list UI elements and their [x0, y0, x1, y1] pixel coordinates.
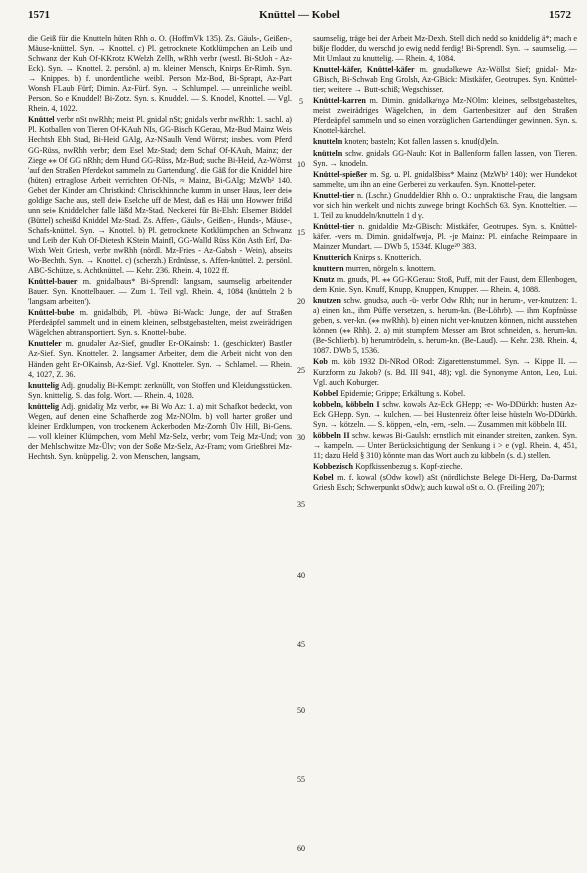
entry-headword: knüttelig — [28, 401, 60, 411]
entry-headword: knutteln — [313, 137, 343, 147]
entry-text: n. gnidəldiɐ Mz-GBisch: Mistkäfer, Geotrupes. Syn. s. Knüttel-käfer. -vers m. Dimin. gnidəlfwɐjə, Pl. -jɐ Mainz: Pl. einfache Reimpaare in Mainzer Mundart. — DWb 5, 1534f. Kluge²⁰ 383. — [313, 221, 577, 251]
dictionary-entry — [28, 34, 292, 114]
line-number: 25 — [297, 366, 305, 375]
dictionary-entry — [28, 339, 292, 379]
entry-headword: Knutteler — [28, 339, 62, 349]
entry-headword: kobbeln, köbbeln I — [313, 399, 380, 409]
entry-headword: Knüttel-tier — [313, 221, 355, 231]
dictionary-entry — [313, 149, 577, 169]
entry-headword: knütteln — [313, 148, 343, 158]
entry-text: m. f. kowəl (sOdw kowl) aSt (nördlichste Belege Di-Herg, Da-Darmst Griesh Esch; Schwerpunkt sOdw); auch kuwəl oSt o. O. (Freiling 207); — [313, 472, 577, 493]
entry-text: schw. gnudsə, auch -ü- verbr Odw Rhh; nur in herum-, ver-knutzen: 1. a) einen kn., ihm Püffe versetzen, s. herum-kn. (Be-Löhrb). — ihm Kopfnüsse geben, s. ver-kn. (⁎⁎ nwRhh). b) einen nicht ver-knutzen können, nicht ausstehen können (⁎⁎ Rhh). 2. a) mit stumpfem Messer am Brot schneiden, s. herum-kn. (Be-Schlierb). b) herumtrödeln, s. herum-kn. (Be-Laud). — Kehr. 238. Rhein. 4, 1087. DWb 5, 1536. — [313, 296, 577, 356]
dictionary-entry — [313, 191, 577, 221]
entry-headword: Knüttel-spießer — [313, 169, 368, 179]
line-number: 45 — [297, 640, 305, 649]
dictionary-entry — [28, 277, 292, 307]
entry-headword: Knüttel — [28, 115, 55, 125]
entry-text: m. Sg. u. Pl. gnidəlšbiss* Mainz (MzWb² 140): wer Hundekot sammelte, um ihn an eine Gerberei zu verkaufen. Syn. Knottel-peter. — [313, 169, 577, 189]
dictionary-entry — [313, 137, 577, 147]
dictionary-entry — [313, 296, 577, 356]
entry-headword: knuttern — [313, 264, 344, 274]
dictionary-entry — [313, 357, 577, 387]
entry-headword: knutzen — [313, 296, 341, 306]
entry-text: Kopfkissenbezug s. Kopf-zieche. — [355, 461, 463, 471]
entry-headword: Kob — [313, 357, 328, 367]
entry-headword: Knüttel-karren — [313, 96, 366, 106]
right-column — [313, 34, 577, 866]
entry-headword: Knuttel-käfer, Knüttel-käfer — [313, 65, 415, 75]
entry-text: knoten; basteln; Kot fallen lassen s. knud(d)eln. — [344, 137, 499, 147]
left-column — [28, 34, 292, 866]
line-number: 55 — [297, 775, 305, 784]
dictionary-entry — [313, 222, 577, 252]
running-title: Knüttel — Kobel — [259, 9, 340, 21]
line-number: 15 — [297, 228, 305, 237]
dictionary-entry — [313, 65, 577, 95]
entry-text: murren, nörgeln s. knottern. — [345, 264, 436, 274]
entry-text: saumselig, träge bei der Arbeit Mz-Dexh. Stell dich nedd so kniddelig ä*; mach e bißje flodder, du werschd jo ewig nedd ferdig! Bi-Sprendl. Syn. → saumselig. — Mit Umlaut zu knuttelig. — Rhein. 4, 1084. — [313, 34, 577, 64]
page-header — [28, 9, 571, 25]
entry-headword: Kobbel — [313, 388, 339, 398]
entry-headword: Kobbezisch — [313, 461, 354, 471]
entry-text: Knirps s. Knotterich. — [353, 252, 422, 262]
entry-headword: köbbeln II — [313, 430, 350, 440]
entry-text: m. köb 1932 Di-NRod ORod: Zigarettenstummel. Syn. → Kippe II. — Kurzform zu Jakob? (s. Bd. III 941, 48); vgl. die Synonyme Anton, Leo, Lui. Vgl. auch Koburger. — [313, 357, 577, 387]
line-number: 20 — [297, 297, 305, 306]
entry-headword: Kobel — [313, 472, 334, 482]
entry-headword: Knüttel-bauer — [28, 277, 78, 287]
entry-text: die Geiß für die Knutteln hüten Rhh o. O. (HoffmVk 135). Zs. Gäuls-, Geißen-, Mäuse-knüttel. Syn. → Knottel. c) Pl. getrocknete Kotklümpchen an Leib und Schwanz der Kuh Of-KKrotz KWelzh Zellh, wRhh verbr (westl. Bi-StJoh - Az-Eck). Syn. → Knottel. 2. persönl. a) m. kleiner Mensch, Knirps Er-Rimh. Syn. → Knippes. b) f. unordentliche weibl. Person Mz-Bod, Bi-Sprapt, Az-Part Wonsh FLaub Fürf; Dimin. Az-Fürf. Syn. → Schlumpel. — unreinliche weibl. Person. So e Knuddel! Bi-Zotz. Syn. s. Knuddel. — S. Knodel, Knottel. — Vgl. Rhein. 4, 1022. — [28, 34, 292, 114]
dictionary-entry — [313, 389, 577, 399]
entry-text: schw. gnidəls GG-Nauh: Kot in Ballenform fallen lassen, von Tieren. Syn. → knodeln. — [313, 148, 577, 168]
entry-text: m. gnudəlɐr Az-Sief, gnudlɐr Er-OKainsb: 1. (geschickter) Bastler Az-Sief. Syn. Knotteler. 2. langsamer Arbeiter, dem die Arbeit nicht von den Händen geht Er-OKainsb, Az-Sief. Vgl. Knotteler. Syn. → Schlamel. — Rhein. 4, 1027, Z. 36. — [28, 339, 292, 379]
line-number: 50 — [297, 706, 305, 715]
entry-text: n. (Lschr.) Gnuddeldier Rhh o. O.: unpraktische Frau, die langsam vor sich hin werkelt und nichts zuwege bringt KochSch 63. Syn. Knotteltier. — 1. Teil zu knuddeln/knutteln 1 d γ. — [313, 190, 577, 220]
entry-text: m. gnidəlbaus* Bi-Sprendl: langsam, saumselig arbeitender Bauer. Syn. Knottelbauer. — Zum 1. Teil vgl. Rhein. 4, 1084 (knütteln 2 b 'langsam arbeiten'). — [28, 277, 292, 307]
line-number: 5 — [299, 97, 303, 106]
dictionary-entry — [313, 473, 577, 493]
entry-text: schw. kowəls Az-Eck GHepp; -e- Wo-DDürkh: husten Az-Eck GHepp. Syn. → kulchen. — bei Hustenreiz öfter leise hüsteln Wo-DDürkh. Syn. → kötzeln. — S. köppen, -eln, -ern, -seln. — Zusammen mit köbbeln III. — [313, 399, 577, 429]
entry-text: schw. kewəs Bi-Gaulsh: ernstlich mit einander streiten, zanken. Syn. → kampeln. — Unter Berücksichtigung der Senkung i > e (vgl. Rhein. 4, 451, 11; dazu Held § 310) könnte man das Wort auch zu kibbeln (s. d.) stellen. — [313, 430, 577, 460]
line-number: 35 — [297, 500, 305, 509]
dictionary-entry — [28, 402, 292, 462]
entry-text: Adj. gnidəliχ Mz verbr, ⁎⁎ Bi Wo Az: 1. a) mit Schafkot bedeckt, von Wegen, auf denen eine Schafherde zog Mz-NOlm. b) voll harter großer und kleiner Erdklumpen, von trockenem Ackerboden Mz-Zornh Ülv Hill, Bi-Gens. — voll kleiner Klümpchen, vom Mehl Mz-Selz, verbr; vom Teig Mz-Und; von der Mehlschwitze Mz-Ülv; von der Soße Mz-Selz, Az-Fram; vom Grießbrei Mz-Hechtsh. Syn. knüppelig. 2. von Menschen, langsam, — [28, 401, 292, 461]
line-number: 40 — [297, 571, 305, 580]
line-number: 30 — [297, 433, 305, 442]
line-number: 10 — [297, 160, 305, 169]
entry-text: Epidemie; Grippe; Erkältung s. Kobel. — [340, 388, 466, 398]
entry-text: m. Dimin. gnidəlkaʳnχə Mz-NOlm: kleines, selbstgebasteltes, meist zweirädriges Wägelchen, in dem Gartenbesitzer auf den Straßen Pferdeäpfel sammeln und so einen vorzüglichen Gartendünger gewinnen. Syn. s. Knottel-kärchel. — [313, 96, 577, 136]
dictionary-entry — [28, 115, 292, 276]
entry-text: verbr nSt nwRhh; meist Pl. gnidəl nSt; gnidəls verbr nwRhh: 1. sachl. a) Pl. Kotballen von Tieren Of-KAuh NIs, GG-Bisch KGerau, Mz-Bud Mainz Weis Hechtsh Ebh Stad, Bi-Heid GAlg, Az-NSaulh Vend Wörrst; insbes. vom Pferd GG-Rüss, nwRhh verbr; dem Esel Mz-Stad; dem Schaf Of-KAuh, Mainz; der Ziege ⁎⁎ Of GG nRhh; dem Hund GG-Rüss, Mz-Bud; suche Bi-Heid, Az-Wörrst 'auf den Straßen Pferdekot sammeln zu Gartendung'. die Gäß for die Kniddel hire (hüten) ertraglose Arbeit verrichten Of-NIs, ≈ Mainz, Bi-GAlg; MzWb² 140. Gebet der Kinder am Christkind: Chrisckhinnche kumm in unser Haus, leer dei⁎ goldige Sache aus, stell dei⁎ Eselche uff de Mest, daß es Häi unn Howwer frißd unn sei⁎ Kniddelcher falle läßd Mz-Stad. Neckerei für Bi-Elsh: Elsemer Biddel (Büttel) scheißd Kniddel Mz-Stad. Zs. Affen-, Gäuls-, Geißen-, Hunds-, Mäuse-, Schafs-knüttel. Syn. → Knottel. b) Pl. getrocknete Kotklümpchen an Schwanz und Leib der Kuh Of-Dietesh KStein Mainfl, GG-Walld Rüss Kön Asth Erf, Da-Wixh Weit Griesh, verbr nwRhh (nördl. Mz-Fries - Az-Gabsh - Wein), abseits Wo-Bechth. Syn. → Knottel. c) (scherzh.) Erdnüsse, s. Affen-knüttel. 2. persönl. ABC-Schütze, s. Achtknüttel. — Kehr. 236. Rhein. 4, 1022 ff. — [28, 115, 292, 276]
entry-headword: Knutterich — [313, 252, 352, 262]
dictionary-entry — [313, 400, 577, 430]
entry-headword: Knutz — [313, 275, 335, 285]
line-number: 60 — [297, 844, 305, 853]
entry-headword: Knüttel-bube — [28, 308, 75, 318]
entry-text: m. gnidəlbüb, Pl. -büwə Bi-Wack: Junge, der auf Straßen Pferdeäpfel sammelt und in einem kleinen, selbstgebastelten, meist zweirädrigen Wägelchen abtransportiert. Syn. s. Knottel-bube. — [28, 308, 292, 338]
entry-text: Adj. gnudəliχ Bi-Kempt: zerknüllt, von Stoffen und Kleidungsstücken. Syn. knittelig. S. das folg. Wort. — Rhein. 4, 1028. — [28, 380, 292, 400]
dictionary-entry — [313, 462, 577, 472]
dictionary-entry — [313, 170, 577, 190]
dictionary-entry — [313, 431, 577, 461]
entry-text: m. gnudəlkewɐ Az-Wöllst Sief; gnidəl- Mz-GBisch, Bi-Schwab Eng Grolsh, Az-GBick: Mistkäfer, Geotrupes. Syn. Knüttel-tier; weitere → Butt-schiß; Wegschisser. — [313, 65, 577, 95]
dictionary-entry — [28, 308, 292, 338]
dictionary-entry — [313, 96, 577, 136]
dictionary-entry — [28, 381, 292, 401]
dictionary-entry — [313, 34, 577, 64]
entry-headword: Knuttel-tier — [313, 190, 355, 200]
dictionary-entry — [313, 253, 577, 263]
dictionary-entry — [313, 264, 577, 274]
page-number-right: 1572 — [549, 9, 571, 21]
dictionary-entry — [313, 275, 577, 295]
entry-headword: knuttelig — [28, 380, 60, 390]
page-number-left: 1571 — [28, 9, 50, 21]
entry-text: m. gnuds, Pl. ⁎⁎ GG-KGerau: Stoß, Puff, mit der Faust, dem Ellenbogen, dem Knie. Syn. Knuff, Knupp, Knuppen, Knupper. — Rhein. 4, 1088. — [313, 275, 577, 295]
